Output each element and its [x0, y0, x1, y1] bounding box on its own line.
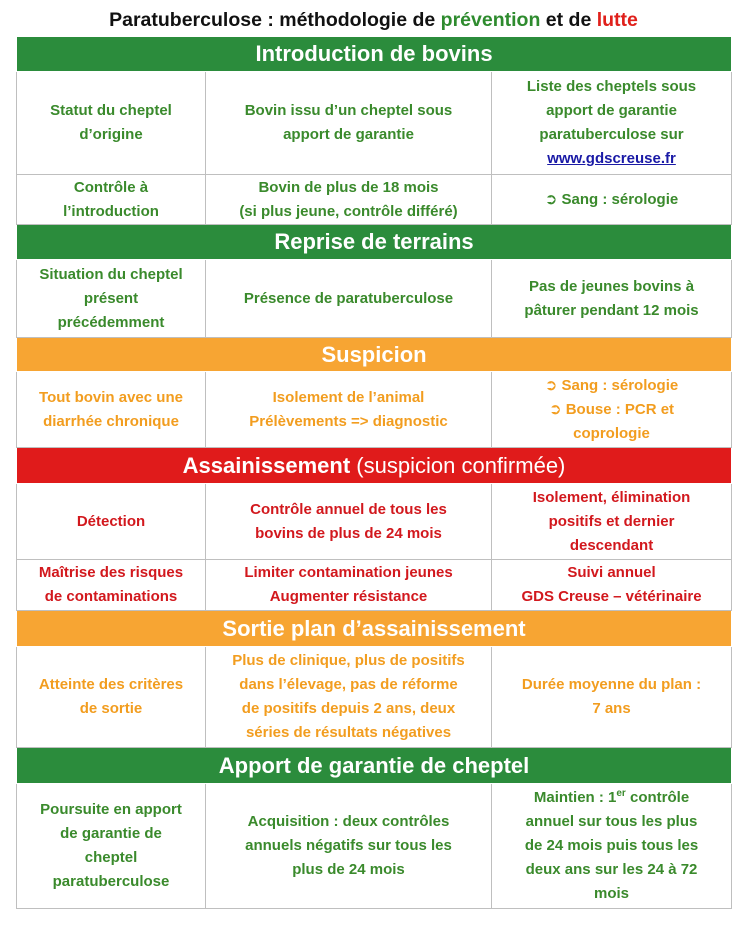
page-title [16, 4, 731, 36]
heading-apport: Apport de garantie de cheptel [17, 748, 732, 784]
cell-line: l’introduction [63, 202, 159, 220]
cell-suivi-annuel [492, 560, 732, 611]
cell-line: Atteinte des critères [38, 676, 184, 693]
table-row [17, 560, 732, 611]
cell-controle-introduction [17, 175, 206, 225]
cell-line: annuel sur tous les plus [525, 813, 698, 830]
cell-statut-origine [17, 72, 206, 175]
cell-line: Liste des cheptels sous [526, 78, 697, 95]
arrow-icon: ➲ [544, 376, 558, 394]
table-row [17, 484, 732, 560]
cell-line: Détection [76, 512, 146, 530]
title-prevention: prévention [440, 9, 541, 31]
heading-introduction: Introduction de bovins [17, 37, 732, 72]
heading-sortie: Sortie plan d’assainissement [17, 611, 732, 647]
methodology-sheet [16, 4, 731, 909]
cell-line: présent [83, 289, 139, 307]
cell-line: contrôle [625, 789, 690, 806]
cell-detection [17, 484, 206, 560]
cell-line: Situation du cheptel [39, 265, 183, 283]
cell-line: de garantie de [60, 825, 162, 842]
cell-line: Statut du cheptel [50, 102, 172, 119]
heading-assainissement [17, 448, 732, 484]
cell-acquisition [206, 784, 492, 909]
cell-line: 7 ans [592, 700, 631, 717]
cell-line: paratuberculose sur [539, 126, 684, 143]
heading-assainissement-main: Assainissement [182, 452, 351, 478]
cell-line: descendant [569, 536, 654, 554]
cell-line: de 24 mois puis tous les [524, 837, 699, 854]
ordinal-superscript: er [616, 788, 626, 799]
cell-isolement-elimination [492, 484, 732, 560]
cell-line: Maintien : 1 [533, 789, 617, 806]
cell-line: Contrôle annuel de tous les [250, 500, 447, 518]
cell-line: Isolement de l’animal [272, 388, 425, 406]
cell-liste-cheptels [492, 72, 732, 175]
cell-poursuite-apport [17, 784, 206, 909]
cell-tout-bovin [17, 372, 206, 448]
cell-line: Durée moyenne du plan : [521, 676, 702, 693]
cell-line: coprologie [573, 424, 650, 442]
cell-maintien [492, 784, 732, 909]
cell-line: mois [594, 885, 630, 902]
cell-line: Acquisition : deux contrôles [247, 813, 450, 830]
cell-isolement-animal [206, 372, 492, 448]
table-row [17, 72, 732, 175]
cell-line: de positifs depuis 2 ans, deux [241, 700, 456, 717]
cell-bovin-18-mois [206, 175, 492, 225]
arrow-icon: ➲ [544, 190, 558, 208]
cell-line: Plus de clinique, plus de positifs [232, 652, 465, 669]
arrow-icon: ➲ [548, 400, 562, 418]
gdscreuse-link[interactable]: www.gdscreuse.fr [547, 150, 676, 167]
cell-line: Sang : sérologie [561, 190, 679, 208]
cell-line: Pas de jeunes bovins à [528, 277, 695, 295]
cell-line: positifs et dernier [548, 512, 675, 530]
cell-maitrise-risques [17, 560, 206, 611]
table-row [17, 647, 732, 748]
cell-duree-moyenne [492, 647, 732, 748]
cell-line: Limiter contamination jeunes [244, 564, 453, 581]
cell-line: cheptel [84, 849, 138, 866]
cell-line: GDS Creuse – vétérinaire [521, 588, 702, 605]
cell-line: de sortie [79, 700, 143, 717]
cell-line: Contrôle à [73, 178, 149, 196]
cell-line: paratuberculose [52, 873, 170, 890]
title-and: et de [540, 9, 597, 31]
section-header-suspicion [17, 338, 732, 372]
cell-line: Suivi annuel [567, 564, 656, 581]
cell-line: Maîtrise des risques [38, 564, 184, 581]
cell-line: d’origine [79, 126, 143, 143]
cell-plus-de-clinique [206, 647, 492, 748]
cell-line: séries de résultats négatives [245, 724, 452, 741]
heading-reprise: Reprise de terrains [17, 225, 732, 260]
cell-line: diarrhée chronique [43, 412, 179, 430]
cell-line: Présence de paratuberculose [243, 289, 454, 307]
section-header-introduction [17, 37, 732, 72]
section-header-apport [17, 748, 732, 784]
cell-line: Augmenter résistance [269, 588, 428, 605]
section-header-assainissement [17, 448, 732, 484]
heading-assainissement-suffix: (suspicion confirmée) [350, 452, 566, 478]
methodology-table [16, 36, 732, 909]
title-part1: Paratuberculose : méthodologie de [109, 9, 441, 31]
cell-line: Isolement, élimination [532, 488, 691, 506]
cell-line: pâturer pendant 12 mois [524, 301, 699, 319]
cell-line: plus de 24 mois [292, 861, 405, 878]
cell-line: dans l’élevage, pas de réforme [239, 676, 458, 693]
cell-line: (si plus jeune, contrôle différé) [239, 202, 458, 220]
cell-presence-paratuberculose [206, 260, 492, 338]
heading-suspicion: Suspicion [17, 338, 732, 372]
title-lutte: lutte [596, 9, 638, 31]
table-row [17, 784, 732, 909]
cell-line: Sang : sérologie [561, 376, 679, 394]
cell-line: de contaminations [44, 588, 178, 605]
section-header-reprise [17, 225, 732, 260]
table-row [17, 175, 732, 225]
cell-line: Bovin de plus de 18 mois [258, 178, 439, 196]
cell-situation-cheptel [17, 260, 206, 338]
section-header-sortie [17, 611, 732, 647]
cell-line: Prélèvements => diagnostic [249, 412, 448, 430]
cell-pas-jeunes-bovins [492, 260, 732, 338]
cell-limiter-contamination [206, 560, 492, 611]
cell-bovin-issu [206, 72, 492, 175]
cell-atteinte-criteres [17, 647, 206, 748]
cell-line: bovins de plus de 24 mois [255, 524, 442, 542]
cell-line: apport de garantie [546, 102, 677, 119]
cell-sang-serologie [492, 175, 732, 225]
cell-sang-bouse [492, 372, 732, 448]
cell-line: Poursuite en apport [40, 801, 182, 818]
cell-line: précédemment [57, 313, 165, 331]
cell-line: Tout bovin avec une [39, 388, 183, 406]
cell-controle-annuel [206, 484, 492, 560]
cell-line: deux ans sur les 24 à 72 [525, 861, 698, 878]
table-row [17, 260, 732, 338]
cell-line: Bouse : PCR et [565, 400, 675, 418]
cell-line: annuels négatifs sur tous les [245, 837, 452, 854]
cell-line: apport de garantie [283, 126, 414, 143]
table-row [17, 372, 732, 448]
cell-line: Bovin issu d’un cheptel sous [244, 102, 453, 119]
